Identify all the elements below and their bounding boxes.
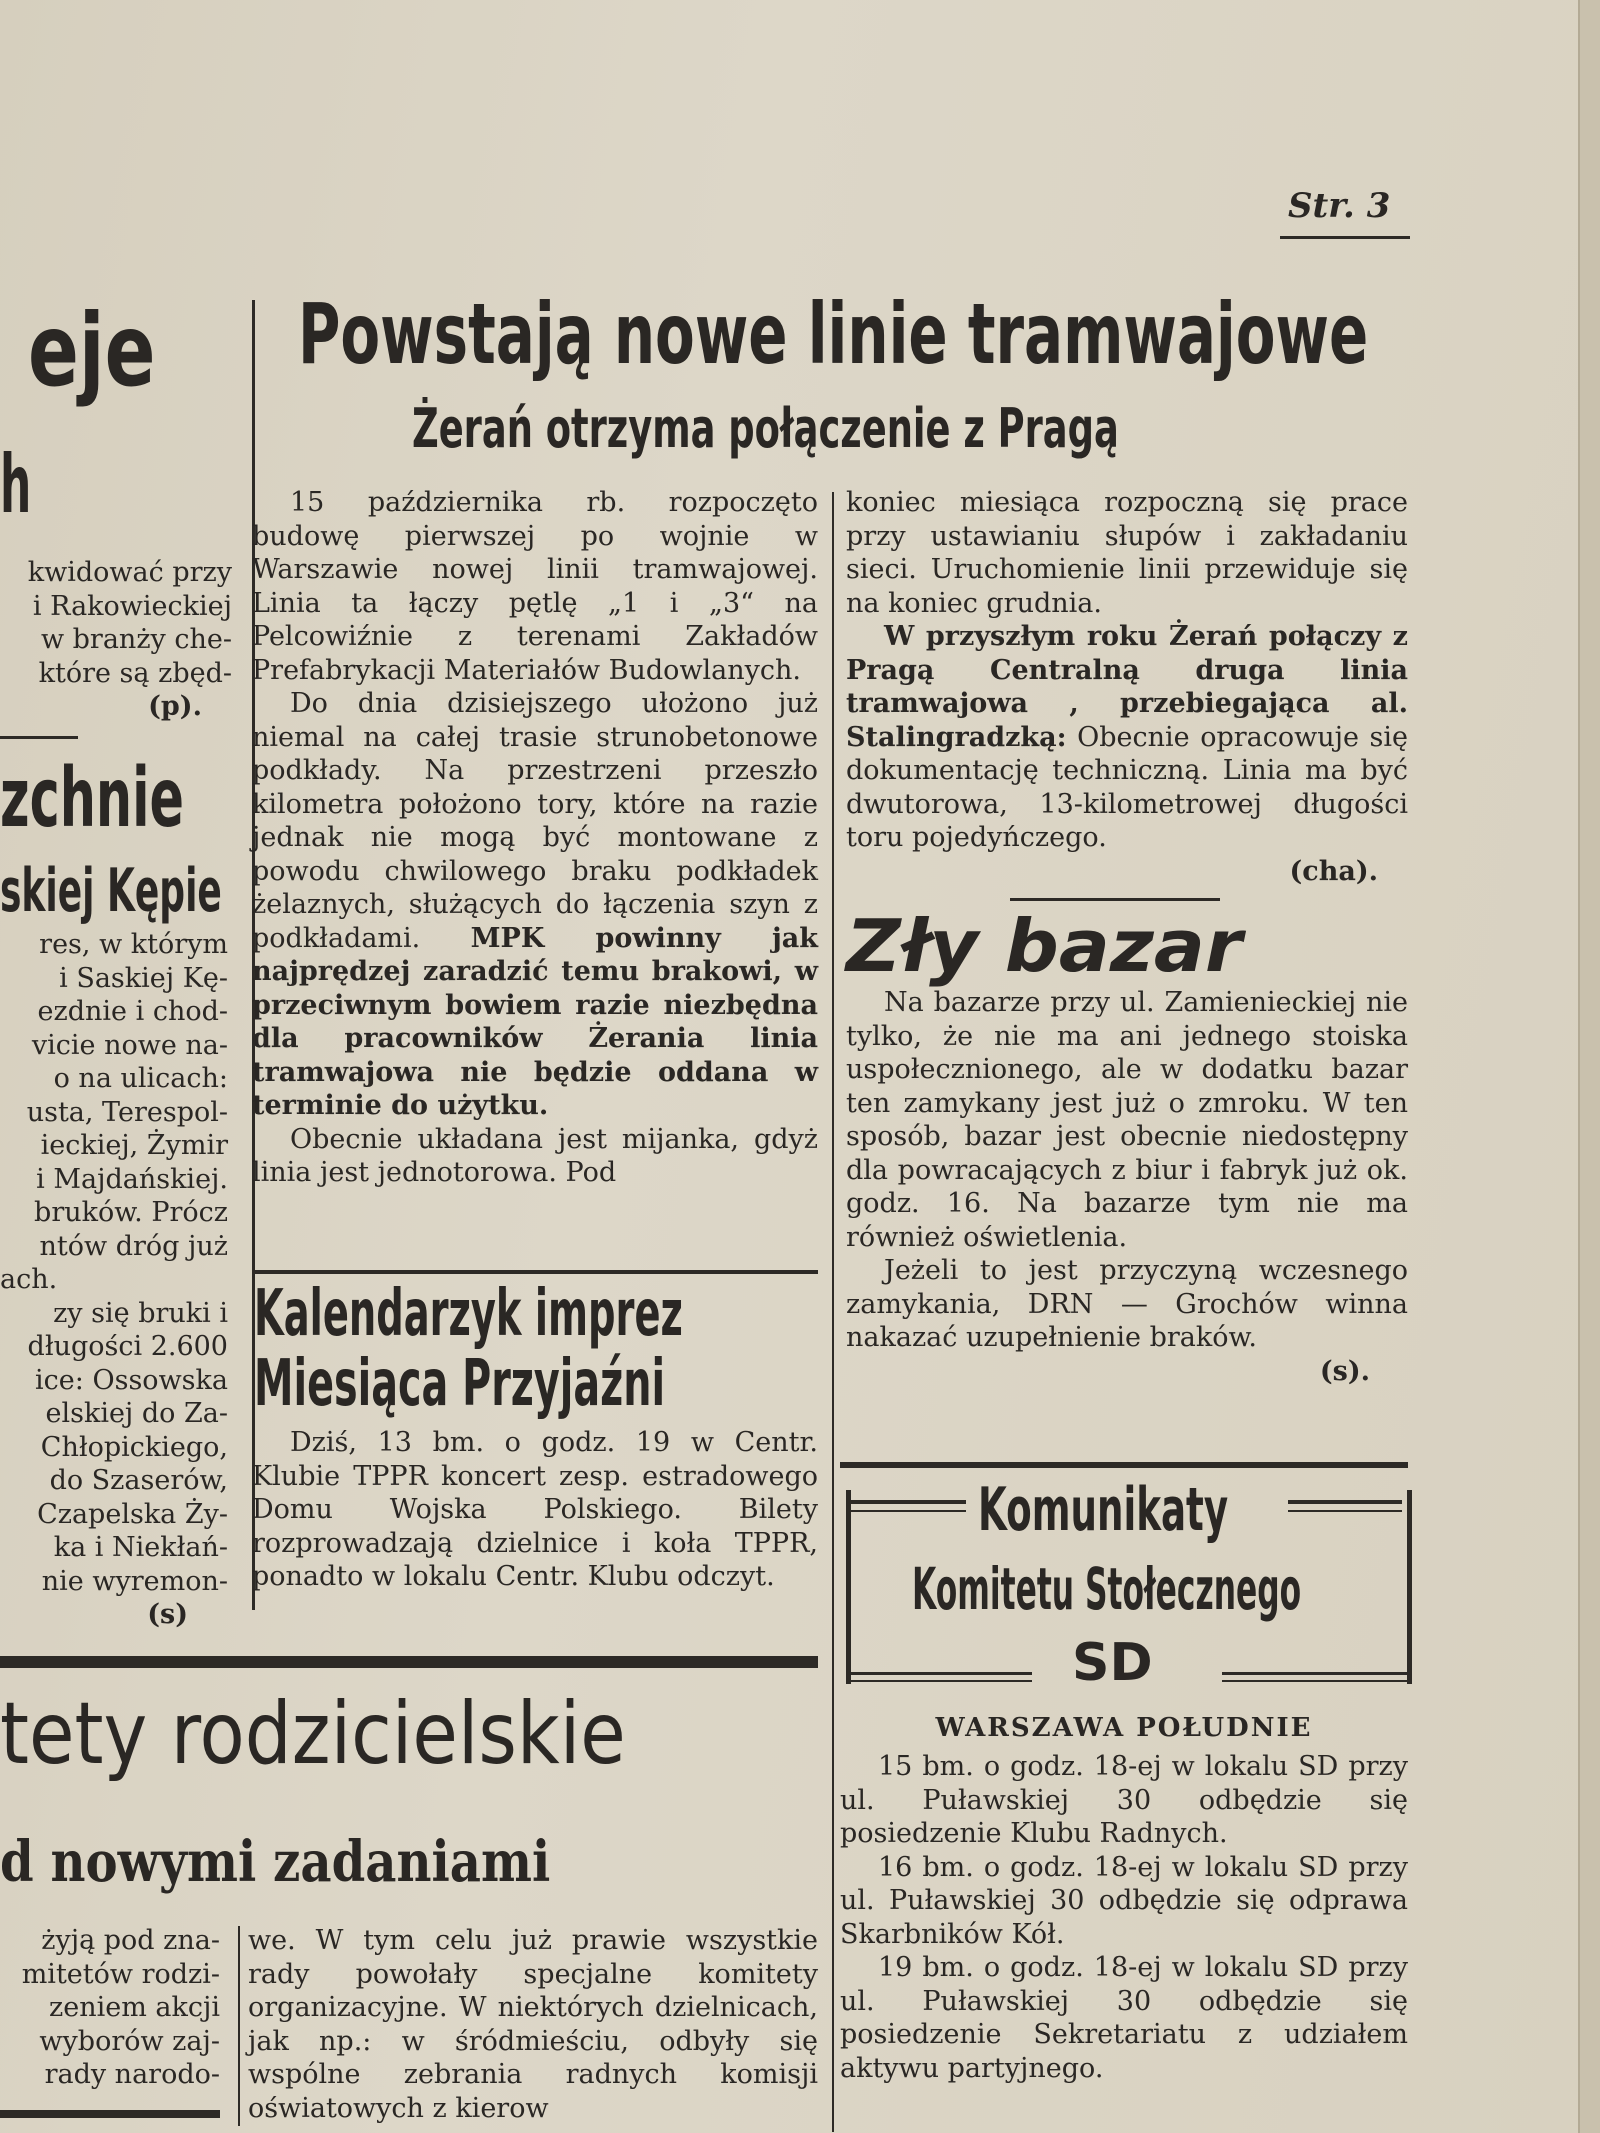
komunikaty-items [840, 1750, 1408, 2085]
left-headline2-line1: zchnie [0, 751, 185, 846]
section-divider [0, 1656, 818, 1668]
komunikaty-deco-bottom-left-1 [846, 1672, 1032, 1675]
komunikaty-item: 15 bm. o godz. 18-ej w lokalu SD przy ul. Puławskiej 30 odbędzie się posiedzenie Klubu Radnych. [840, 1751, 1408, 1849]
komunikaty-top-rule [840, 1462, 1408, 1468]
main-article-signature: (cha). [1289, 855, 1378, 887]
calendar-article: Dziś, 13 bm. o godz. 19 w Centr. Klubie TPPR koncert zesp. estradowego Domu Wojska Polskiego. Bilety rozprowadzają dzielnice i koła TPPR, ponadto w lokalu Centr. Klubu odczyt. [252, 1427, 818, 1592]
komunikaty-title-line2: Komitetu Stołecznego [912, 1555, 1302, 1623]
left-signature-2: (s) [147, 1599, 188, 1630]
left-headline-fragment2: h [0, 438, 32, 531]
bottom-headline: tety rodzicielskie [0, 1684, 626, 1784]
komunikaty-section: WARSZAWA POŁUDNIE [935, 1713, 1313, 1743]
bazar-top-rule [1010, 898, 1220, 901]
bazar-article: Na bazarze przy ul. Zamienieckiej nie tylko, że nie ma ani jednego stoiska uspołecznionego, ale w dodatku bazar ten zamykany jest już o zmroku. W ten sposób, bazar jest obecnie niedostępny dla powracających z biur i fabryk już ok. godz. 16. Na bazarze tym nie ma również oświetlenia. Jeżeli to jest przyczyną wczesnego zamykania, DRN — Grochów winna nakazać uzupełnienie braków. (s). [846, 987, 1408, 1387]
bottom-left-column: żyją pod zna- mitetów rodzi- zeniem akcji wyborów zaj- rady narodo- [21, 1925, 220, 2090]
calendar-headline-line2: Miesiąca Przyjaźni [254, 1347, 666, 1421]
bottom-article-middle: we. W tym celu już prawie wszystkie rady powołały specjalne komitety organizacyjne. W niektórych dzielnicach, jak np.: w śródmieściu, odbyły się wspólne zebrania radnych komisji oświatowych z kierow [248, 1925, 818, 2124]
komunikaty-title-line1: Komunikaty [978, 1475, 1229, 1545]
bottom-subheadline: d nowymi zadaniami [0, 1829, 551, 1895]
komunikaty-item: 16 bm. o godz. 18-ej w lokalu SD przy ul. Puławskiej 30 odbędzie się odprawa Skarbników Kół. [840, 1851, 1408, 1950]
calendar-top-rule [252, 1270, 818, 1274]
komunikaty-title-line3: SD [1072, 1633, 1153, 1693]
bazar-headline: Zły bazar [846, 904, 1243, 988]
main-headline: Powstają nowe linie tramwajowe [298, 285, 1369, 383]
komunikaty-deco-left-2 [846, 1510, 966, 1512]
komunikaty-deco-bottom-right-1 [1222, 1672, 1408, 1675]
left-signature-1: (p). [148, 691, 202, 722]
komunikaty-deco-bottom-right-2 [1222, 1680, 1408, 1682]
column-rule-middle [832, 492, 834, 2132]
main-subheadline: Żerań otrzyma połączenie z Pragą [412, 397, 1119, 460]
komunikaty-deco-bottom-left-2 [846, 1680, 1032, 1682]
komunikaty-deco-right-2 [1288, 1510, 1402, 1512]
komunikaty-deco-right-1 [1288, 1500, 1402, 1504]
main-article-col1: 15 października rb. rozpoczęto budowę pierwszej po wojnie w Warszawie nowej linii tramwajowej. Linia ta łączy pętlę „1 i „3“ na Pelcowiźnie z terenami Zakładów Prefabrykacji Materiałów Budowlanych. Do dnia dzisiejszego ułożono już niemal na całej trasie strunobetonowe podkłady. Na przestrzeni przeszło kilometra położono tory, które na razie jednak nie mogą być montowane z powodu chwilowego braku podkładek żelaznych, służących do łączenia szyn z podkładami. MPK powinny jak najprędzej zaradzić temu brakowi, w przeciwnym bowiem razie niezbędna dla pracowników Żerania linia tramwajowa nie będzie oddana w terminie do użytku. Obecnie układana jest mijanka, gdyż linia jest jednotorowa. Pod [252, 487, 818, 1188]
bottom-column-rule [238, 1926, 240, 2126]
komunikaty-deco-left-1 [846, 1500, 966, 1504]
calendar-headline-line1: Kalendarzyk imprez [254, 1277, 683, 1351]
left-headline-fragment: eje [28, 292, 156, 409]
left-paragraph-1: kwidować przy i Rakowieckiej w branży che- które są zbęd- (p). [0, 556, 232, 724]
left-headline2-line2: skiej Kępie [0, 856, 222, 926]
page-number: Str. 3 [1288, 186, 1391, 226]
bottom-left-rule [0, 2110, 220, 2118]
page-number-underline [1280, 236, 1410, 239]
komunikaty-item: 19 bm. o godz. 18-ej w lokalu SD przy ul. Puławskiej 30 odbędzie się posiedzenie Sekretariatu z udziałem aktywu partyjnego. [840, 1952, 1408, 2084]
left-paragraph-2: res, w którym i Saskiej Kę- ezdnie i chod- vicie nowe na- o na ulicach: usta, Terespol- ieckiej, Żymir i Majdańskiej. bruków. Prócz ntów dróg już ach. zy się bruki i długości 2.600 ice: Ossowska elskiej do Za- Chłopickiego, do Szaserów, Czapelska Ży- ka i Niekłań- nie wyremon- (s) [0, 929, 228, 1630]
main-article-col2: koniec miesiąca rozpoczną się prace przy ustawianiu słupów i zakładaniu sieci. Uruchomienie linii przewiduje się na koniec grudnia. W przyszłym roku Żerań połączy z Pragą Centralną druga linia tramwajowa , przebiegająca al. Stalingradzką: Obecnie opracowuje się dokumentację techniczną. Linia ma być dwutorowa, 13-kilometrowej długości toru pojedyńczego. (cha). [846, 487, 1408, 887]
left-divider [0, 736, 78, 739]
bazar-signature: (s). [1319, 1355, 1370, 1387]
page-edge [1578, 0, 1600, 2133]
